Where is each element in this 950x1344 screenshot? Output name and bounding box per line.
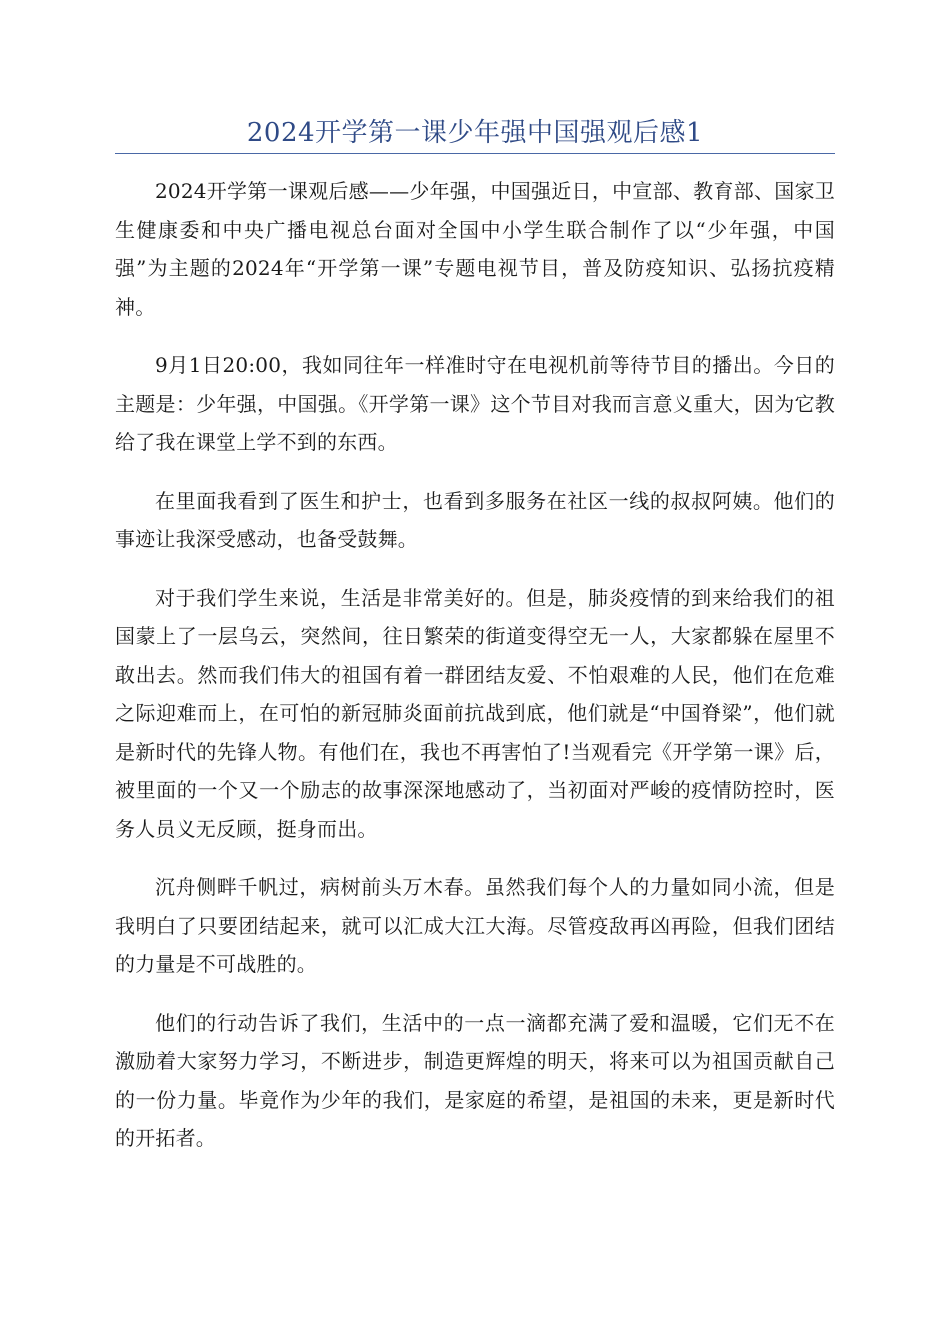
document-title: 2024开学第一课少年强中国强观后感1 (246, 118, 704, 148)
paragraph-4: 对于我们学生来说，生活是非常美好的。但是，肺炎疫情的到来给我们的祖国蒙上了一层乌云，突然间，往日繁荣的街道变得空无一人，大家都躲在屋里不敢出去。然而我们伟大的祖国有着一群团结友爱、不怕艰难的人民，他们在危难之际迎难而上，在可怕的新冠肺炎面前抗战到底，他们就是“中国脊梁”，他们就是新时代的先锋人物。有他们在，我也不再害怕了!当观看完《开学第一课》后，被里面的一个又一个励志的故事深深地感动了，当初面对严峻的疫情防控时，医务人员义无反顾，挺身而出。 (115, 585, 835, 841)
paragraph-6: 他们的行动告诉了我们，生活中的一点一滴都充满了爱和温暖，它们无不在激励着大家努力学习，不断进步，制造更辉煌的明天，将来可以为祖国贡献自己的一份力量。毕竟作为少年的我们，是家庭的希望，是祖国的未来，更是新时代的开拓者。 (115, 1010, 835, 1150)
title-underline (115, 153, 835, 154)
paragraph-5: 沉舟侧畔千帆过，病树前头万木春。虽然我们每个人的力量如同小流，但是我明白了只要团结起来，就可以汇成大江大海。尽管疫敌再凶再险，但我们团结的力量是不可战胜的。 (115, 875, 835, 976)
paragraph-1: 2024开学第一课观后感——少年强，中国强近日，中宣部、教育部、国家卫生健康委和中央广播电视总台面对全国中小学生联合制作了以“少年强，中国强”为主题的2024年“开学第一课”专题电视节目，普及防疫知识、弘扬抗疫精神。 (115, 179, 835, 319)
document-body (115, 172, 835, 1178)
paragraph-3: 在里面我看到了医生和护士，也看到多服务在社区一线的叔叔阿姨。他们的事迹让我深受感动，也备受鼓舞。 (115, 488, 835, 551)
paragraph-2: 9月1日20:00，我如同往年一样准时守在电视机前等待节目的播出。今日的主题是：少年强，中国强。《开学第一课》这个节目对我而言意义重大，因为它教给了我在课堂上学不到的东西。 (115, 353, 835, 454)
